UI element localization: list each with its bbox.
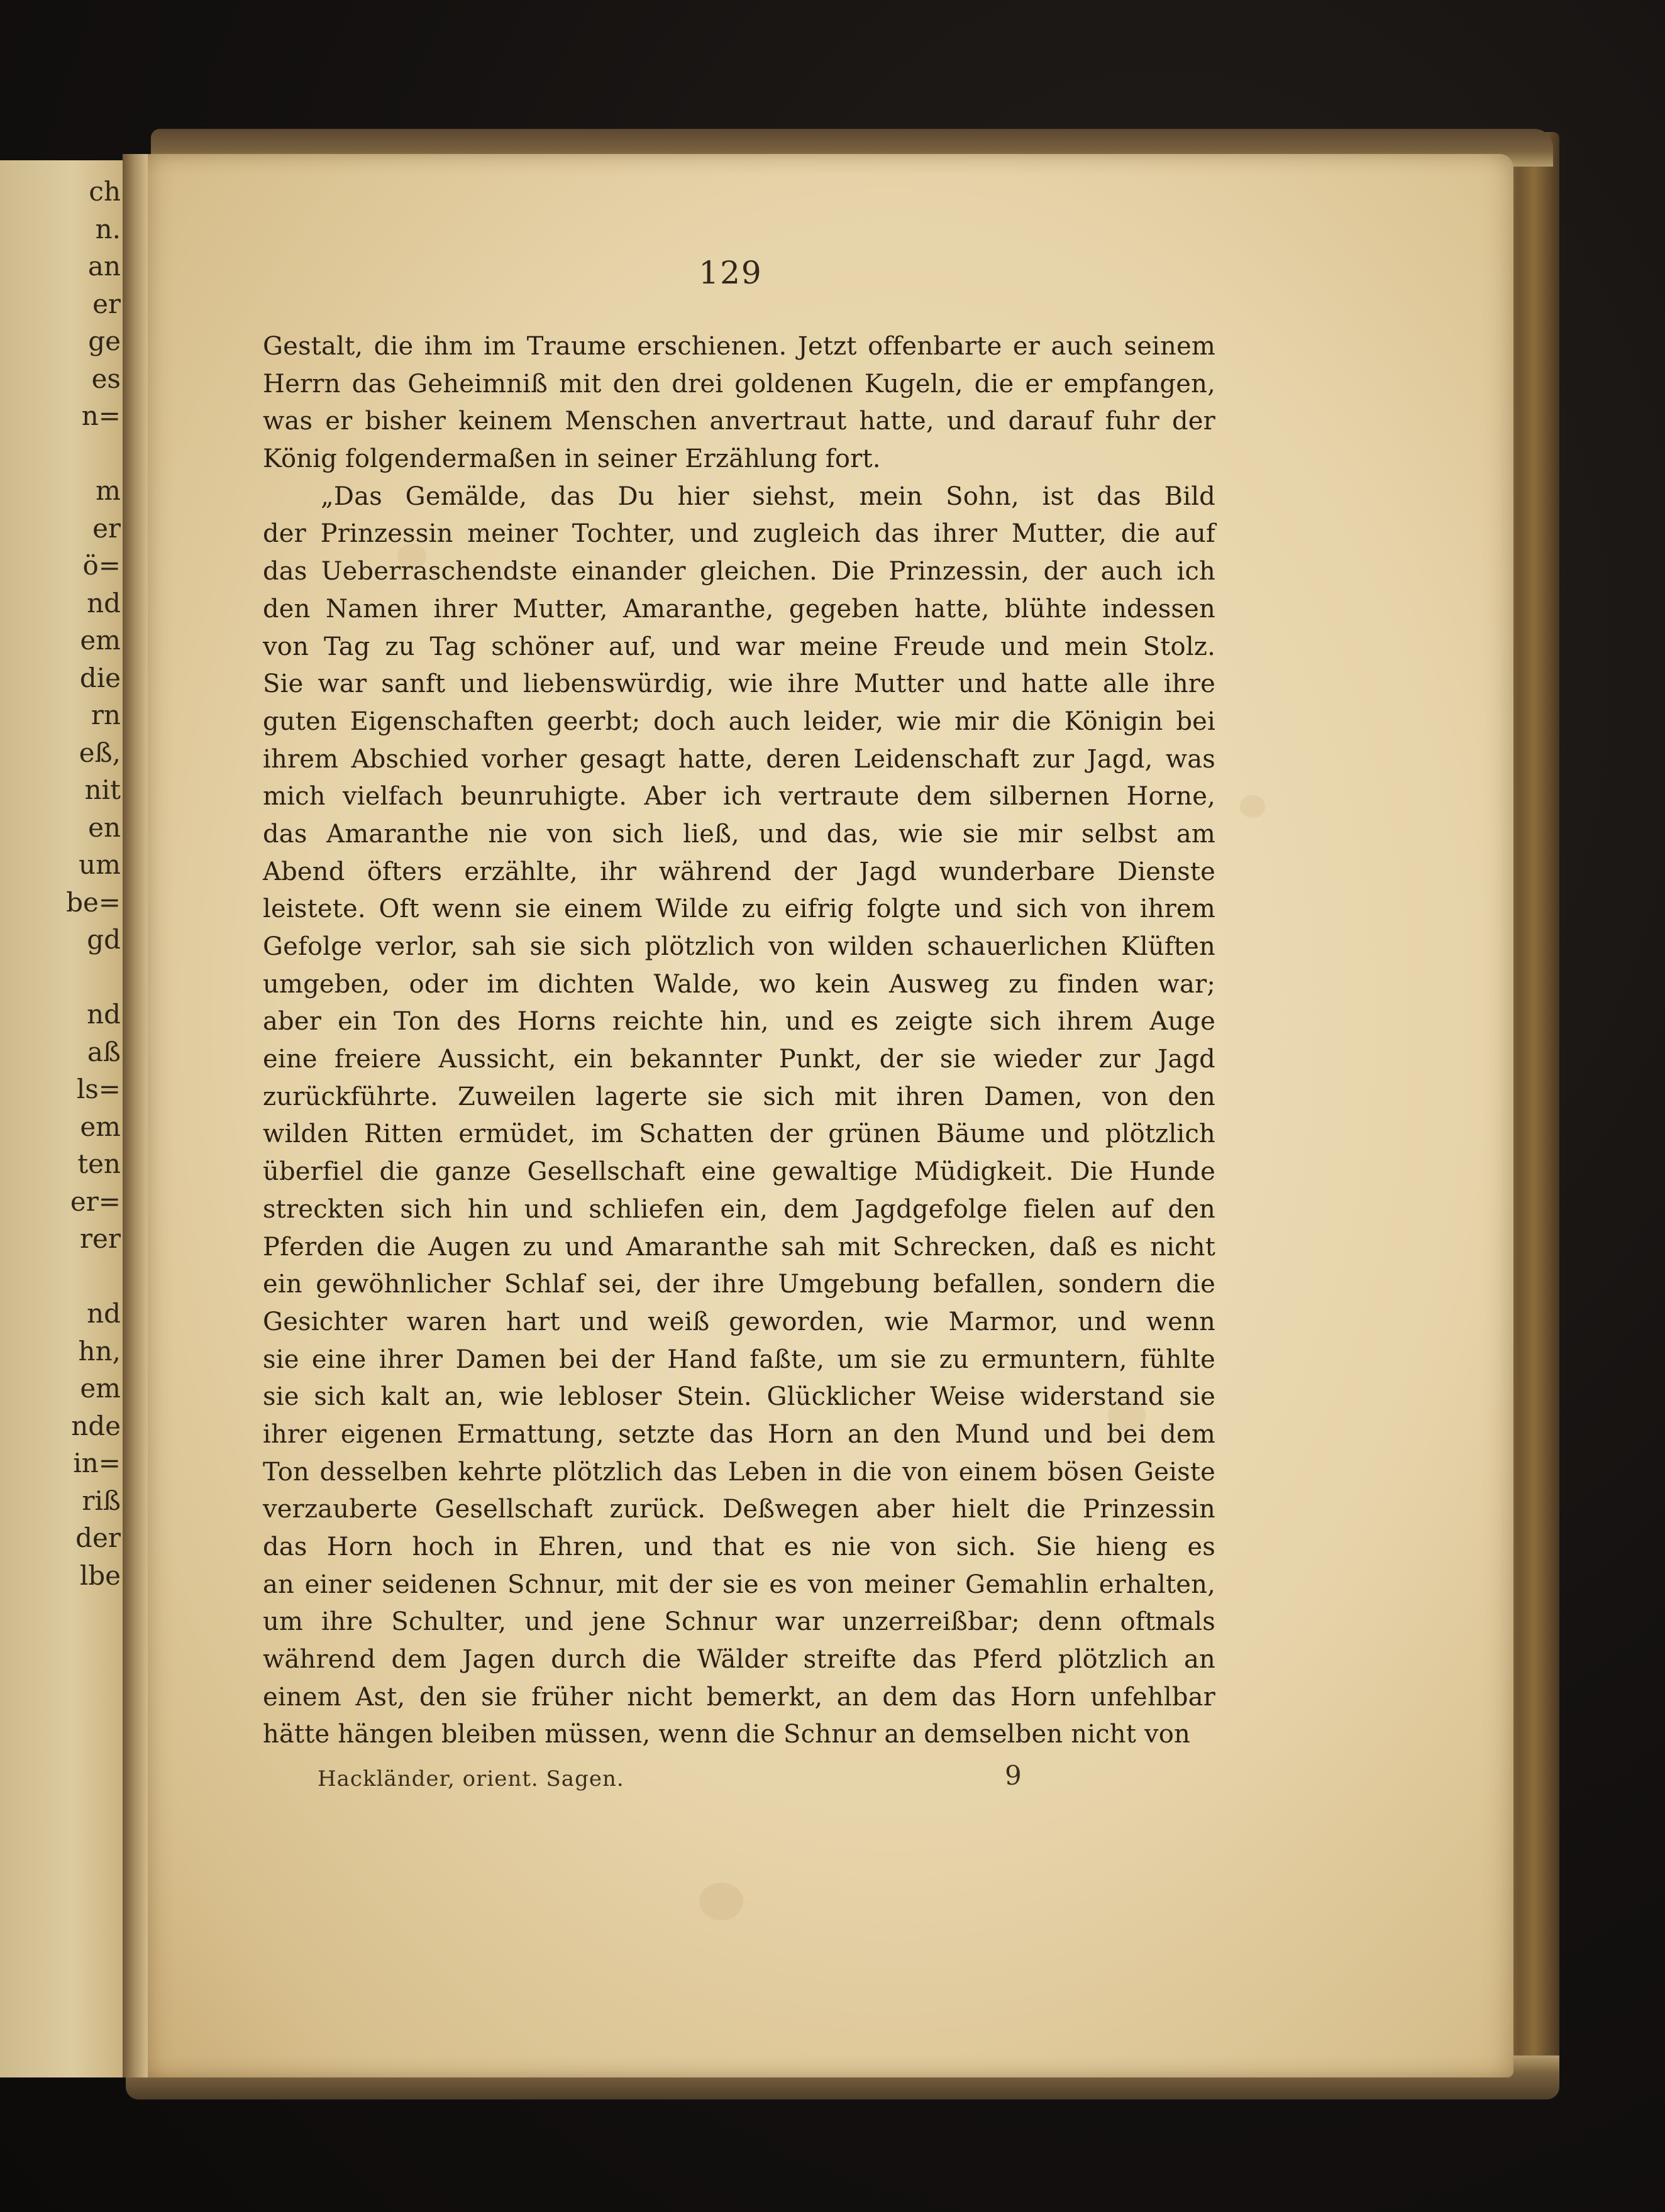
left-page-fragment: nd (87, 587, 121, 619)
text-line: „Das Gemälde, das Du hier siehst, mein Sohn, ist das Bild (321, 481, 1215, 511)
left-page-fragment: n. (95, 213, 121, 245)
left-page-fragment: be= (66, 886, 121, 918)
left-page-fragment: em (80, 625, 121, 656)
text-line: leistete. Oft wenn sie einem Wilde zu eifrig folgte und sich von ihrem (263, 894, 1215, 924)
left-page-fragment: um (79, 849, 121, 880)
paper-stain (699, 1883, 743, 1920)
text-line: den Namen ihrer Mutter, Amaranthe, gegeben hatte, blühte indessen (263, 594, 1215, 624)
book-gutter (123, 154, 148, 2077)
text-line: das Ueberraschendste einander gleichen. Die Prinzessin, der auch ich (263, 557, 1215, 586)
text-line: der Prinzessin meiner Tochter, und zugleich das ihrer Mutter, die auf (263, 519, 1215, 549)
left-page-fragment: der (75, 1522, 121, 1553)
left-page-fragment: n= (81, 400, 121, 431)
footer-signature-mark: 9 (1005, 1760, 1022, 1791)
text-line: einem Ast, den sie früher nicht bemerkt, an dem das Horn unfehlbar (263, 1682, 1215, 1712)
text-line: ihrem Abschied vorher gesagt hatte, deren Leidenschaft zur Jagd, was (263, 744, 1215, 774)
text-line: ihrer eigenen Ermattung, setzte das Horn an den Mund und bei dem (263, 1419, 1215, 1449)
text-line: sie eine ihrer Damen bei der Hand faßte, um sie zu ermuntern, fühlte (263, 1345, 1215, 1374)
text-line: ein gewöhnlicher Schlaf sei, der ihre Umgebung befallen, sondern die (263, 1270, 1215, 1299)
text-line: Gestalt, die ihm im Traume erschienen. Jetzt offenbarte er auch seinem (263, 332, 1215, 361)
text-line: eine freiere Aussicht, ein bekannter Punkt, der sie wieder zur Jagd (263, 1045, 1215, 1074)
text-line: zurückführte. Zuweilen lagerte sie sich mit ihren Damen, von den (263, 1082, 1215, 1111)
left-page-fragment: an (87, 251, 121, 282)
text-line: umgeben, oder im dichten Walde, wo kein Ausweg zu finden war; (263, 969, 1215, 999)
left-page-fragment: rer (79, 1223, 121, 1254)
left-page-fragment: ö= (82, 550, 121, 581)
page-text-block (263, 328, 1215, 1754)
left-page-fragment: aß (87, 1036, 121, 1067)
text-line: hätte hängen bleiben müssen, wenn die Schnur an demselben nicht von (263, 1720, 1190, 1749)
left-page-fragment (0, 1258, 126, 1296)
left-page-fragment: rn (91, 700, 121, 730)
left-page-text-fragments (0, 173, 126, 1594)
left-page-fragment: er (92, 288, 121, 319)
left-page-fragment: nde (71, 1410, 121, 1441)
left-page-fragment: nd (87, 1298, 121, 1329)
left-page-fragment: ls= (76, 1074, 121, 1104)
left-page-fragment: lbe (79, 1560, 121, 1591)
text-line: das Amaranthe nie von sich ließ, und das, wie sie mir selbst am (263, 819, 1215, 849)
left-page-fragment: em (80, 1373, 121, 1404)
text-line: verzauberte Gesellschaft zurück. Deßwegen aber hielt die Prinzessin (263, 1495, 1215, 1524)
left-page-fragment: ge (88, 326, 121, 356)
left-page-fragment: nd (87, 999, 121, 1030)
left-page-fragment (0, 959, 126, 996)
text-line: Pferden die Augen zu und Amaranthe sah mit Schrecken, daß es nicht (263, 1232, 1215, 1262)
text-line: Sie war sanft und liebenswürdig, wie ihre Mutter und hatte alle ihre (263, 669, 1215, 699)
left-page-fragment: hn, (78, 1335, 121, 1367)
text-line: sie sich kalt an, wie lebloser Stein. Glücklicher Weise widerstand sie (263, 1382, 1215, 1412)
text-line: Gesichter waren hart und weiß geworden, wie Marmor, und wenn (263, 1307, 1215, 1336)
left-page-fragment: in= (73, 1448, 121, 1478)
left-page-fragment: er (92, 512, 121, 544)
left-page-fragment: m (96, 475, 121, 506)
left-page-fragment: em (80, 1111, 121, 1142)
left-page-fragment: er= (70, 1186, 121, 1217)
text-line: überfiel die ganze Gesellschaft eine gewaltige Müdigkeit. Die Hunde (263, 1157, 1215, 1187)
text-line: wilden Ritten ermüdet, im Schatten der grünen Bäume und plötzlich (263, 1120, 1215, 1149)
left-page-fragment: gd (87, 924, 121, 955)
left-page-fragment: riß (82, 1485, 121, 1516)
text-line: von Tag zu Tag schöner auf, und war meine Freude und mein Stolz. (263, 632, 1215, 661)
left-page-fragment: ch (89, 176, 121, 207)
text-line: an einer seidenen Schnur, mit der sie es von meiner Gemahlin erhalten, (263, 1570, 1215, 1599)
footer-signature: Hackländer, orient. Sagen. (318, 1766, 624, 1791)
text-line: Gefolge verlor, sah sie sich plötzlich von wilden schauerlichen Klüften (263, 932, 1215, 961)
text-line: Abend öfters erzählte, ihr während der Jagd wunderbare Dienste (263, 857, 1215, 886)
left-page-fragment: es (91, 363, 121, 394)
text-line: um ihre Schulter, und jene Schnur war unzerreißbar; denn oftmals (263, 1607, 1215, 1637)
text-line: Ton desselben kehrte plötzlich das Leben in die von einem bösen Geiste (263, 1457, 1215, 1487)
page-number: 129 (699, 255, 763, 291)
text-line: was er bisher keinem Menschen anvertraut hatte, und darauf fuhr der (263, 407, 1215, 436)
text-line: guten Eigenschaften geerbt; doch auch leider, wie mir die Königin bei (263, 707, 1215, 736)
text-line: aber ein Ton des Horns reichte hin, und es zeigte sich ihrem Auge (263, 1007, 1215, 1037)
left-page-fragment: ten (77, 1148, 121, 1179)
paper-stain (1240, 795, 1265, 818)
left-page-fragment: die (79, 662, 121, 693)
left-page-fragment: en (88, 812, 121, 843)
text-line: Herrn das Geheimniß mit den drei goldenen Kugeln, die er empfangen, (263, 369, 1215, 399)
text-line: König folgendermaßen in seiner Erzählung fort. (263, 444, 881, 474)
left-page-fragment: eß, (79, 737, 121, 768)
left-page-fragment: nit (84, 774, 121, 805)
text-line: mich vielfach beunruhigte. Aber ich vertraute dem silbernen Horne, (263, 782, 1215, 812)
text-line: während dem Jagen durch die Wälder streifte das Pferd plötzlich an (263, 1645, 1215, 1675)
left-page-fragment (0, 435, 126, 473)
text-line: streckten sich hin und schliefen ein, dem Jagdgefolge fielen auf den (263, 1194, 1215, 1224)
text-line: das Horn hoch in Ehren, und that es nie von sich. Sie hieng es (263, 1532, 1215, 1561)
